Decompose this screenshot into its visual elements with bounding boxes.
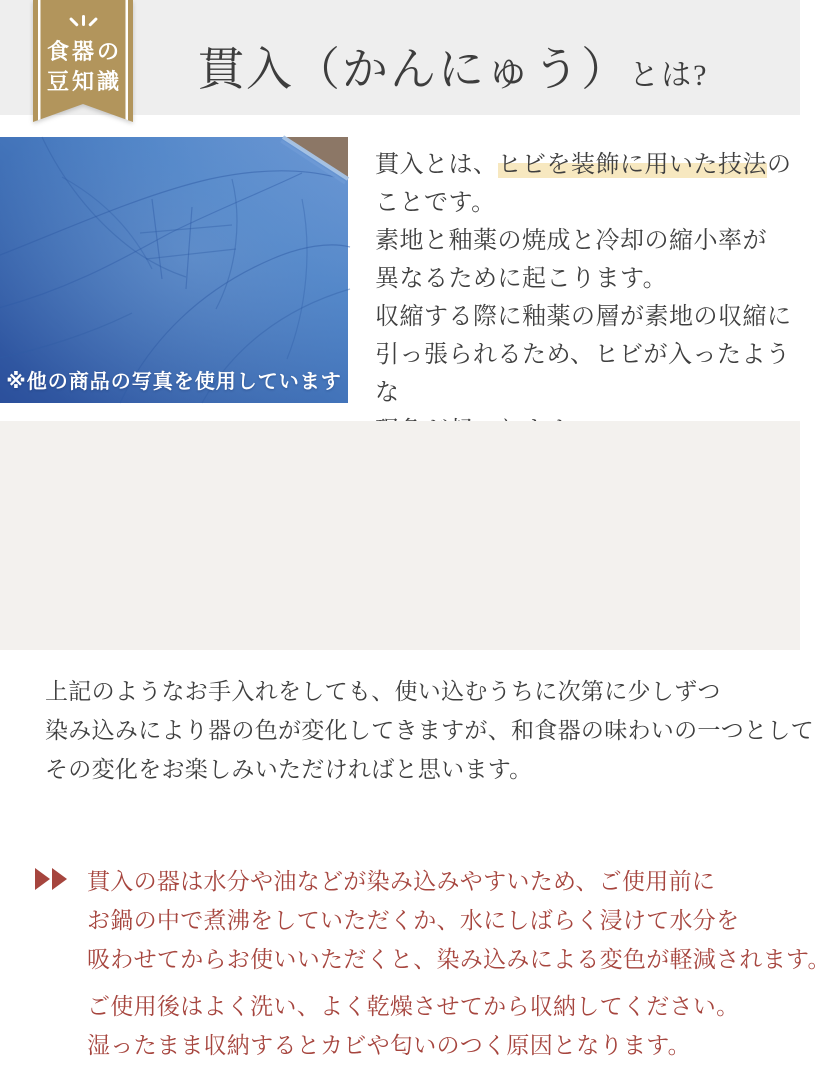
intro-line: ことです。 bbox=[375, 190, 496, 216]
care-line: ご使用後はよく洗い、よく乾燥させてから収納してください。 bbox=[87, 994, 740, 1019]
outro-line: 上記のようなお手入れをしても、使い込むうちに次第に少しずつ bbox=[45, 679, 721, 704]
badge-label-line2: 豆知識 bbox=[46, 69, 122, 94]
sparkle-icon bbox=[33, 11, 133, 29]
intro-line1-prefix: 貫入とは、 bbox=[375, 152, 498, 178]
title-main: 貫入（かんにゅう） bbox=[198, 44, 630, 95]
intro-line: 引っ張られるため、ヒビが入ったような bbox=[375, 342, 791, 406]
highlight-text: ヒビを装飾に用いた技法 bbox=[497, 152, 767, 178]
intro-line: 収縮する際に釉薬の層が素地の収縮に bbox=[375, 304, 792, 330]
title-suffix: とは? bbox=[629, 59, 709, 92]
intro-line: 異なるために起こります。 bbox=[375, 266, 668, 292]
care-line: 貫入の器は水分や油などが染み込みやすいため、ご使用前に bbox=[87, 869, 716, 894]
plate-photo bbox=[0, 137, 348, 403]
intro-line bbox=[375, 146, 800, 184]
intro-line: 素地と釉薬の焼成と冷却の縮小率が bbox=[375, 228, 767, 254]
intro-text bbox=[375, 146, 800, 450]
outro-line: 染み込みにより器の色が変化してきますが、和食器の味わいの一つとして bbox=[45, 718, 814, 743]
care-line: お鍋の中で煮沸をしていただくか、水にしばらく浸けて水分を bbox=[87, 908, 740, 933]
intro-line1-suffix: の bbox=[767, 152, 792, 178]
outro-section bbox=[0, 650, 814, 800]
page-title bbox=[198, 33, 708, 99]
care-line: 吸わせてからお使いいただくと、染み込みによる変色が軽減されます。 bbox=[87, 947, 831, 972]
care-paragraph-1 bbox=[87, 862, 831, 979]
badge-label-line1: 食器の bbox=[46, 39, 122, 64]
photo-caption: ※他の商品の写真を使用しています bbox=[6, 371, 342, 393]
care-line: 湿ったまま収納するとカビや匂いのつく原因となります。 bbox=[87, 1033, 691, 1058]
care-paragraph-2 bbox=[87, 987, 739, 1065]
outro-line: その変化をお楽しみいただければと思います。 bbox=[45, 757, 533, 782]
crackle-photo-svg bbox=[0, 137, 348, 403]
double-arrow-icon bbox=[35, 867, 69, 891]
badge-label bbox=[33, 37, 133, 97]
knowledge-badge bbox=[33, 0, 133, 130]
outro-paragraph bbox=[45, 672, 814, 789]
